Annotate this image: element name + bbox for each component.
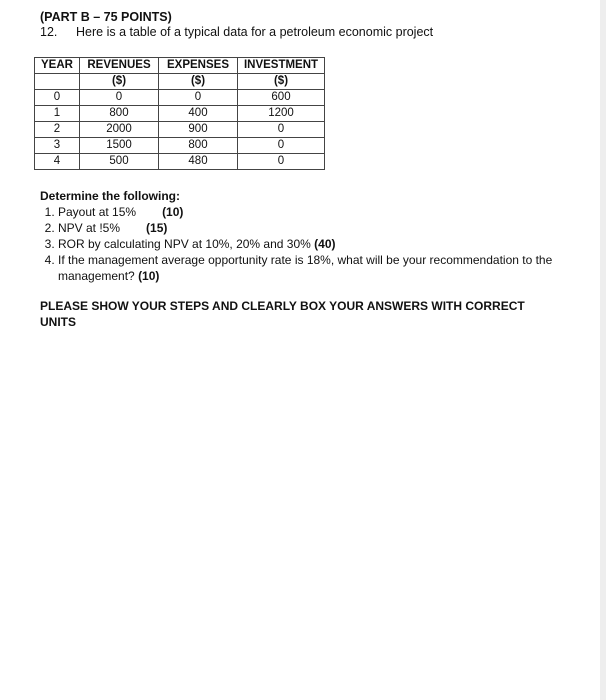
unit-expenses: ($) (159, 74, 238, 90)
task-text: If the management average opportunity rate is 18%, what will be your recommendation to the management? (58, 253, 553, 283)
cell-expenses: 900 (159, 122, 238, 138)
question-text: Here is a table of a typical data for a petroleum economic project (76, 25, 434, 39)
table-row (35, 138, 325, 154)
table-row (35, 106, 325, 122)
list-item (58, 204, 560, 220)
cell-revenues: 1500 (80, 138, 159, 154)
cell-investment: 0 (238, 154, 325, 170)
determine-title: Determine the following: (40, 189, 181, 203)
task-text: NPV at !5% (58, 221, 121, 235)
part-title: (PART B – 75 POINTS) (40, 10, 172, 24)
question-number: 12. (40, 25, 58, 39)
cell-investment: 600 (238, 90, 325, 106)
cell-year: 0 (35, 90, 80, 106)
cell-revenues: 0 (80, 90, 159, 106)
cell-investment: 1200 (238, 106, 325, 122)
cell-year: 4 (35, 154, 80, 170)
task-points: (15) (146, 221, 168, 235)
cell-expenses: 0 (159, 90, 238, 106)
project-data-table (34, 57, 325, 170)
cell-expenses: 400 (159, 106, 238, 122)
header-investment: INVESTMENT (238, 58, 325, 74)
list-item (58, 252, 560, 284)
cell-year: 2 (35, 122, 80, 138)
unit-year (35, 74, 80, 90)
question-header (40, 10, 433, 39)
cell-year: 1 (35, 106, 80, 122)
header-year: YEAR (35, 58, 80, 74)
cell-year: 3 (35, 138, 80, 154)
instructions-section (40, 188, 560, 330)
task-list (40, 204, 560, 284)
cell-revenues: 500 (80, 154, 159, 170)
question-line (40, 25, 433, 39)
header-expenses: EXPENSES (159, 58, 238, 74)
cell-investment: 0 (238, 138, 325, 154)
table-header-row (35, 58, 325, 74)
header-revenues: REVENUES (80, 58, 159, 74)
final-note: PLEASE SHOW YOUR STEPS AND CLEARLY BOX YOUR ANSWERS WITH CORRECT UNITS (40, 299, 525, 329)
cell-investment: 0 (238, 122, 325, 138)
task-points: (40) (314, 237, 336, 251)
task-points: (10) (138, 269, 160, 283)
task-text: ROR by calculating NPV at 10%, 20% and 30% (58, 237, 311, 251)
task-text: Payout at 15% (58, 205, 137, 219)
page-edge (600, 0, 606, 700)
cell-revenues: 2000 (80, 122, 159, 138)
table-row (35, 154, 325, 170)
list-item (58, 220, 560, 236)
cell-revenues: 800 (80, 106, 159, 122)
unit-investment: ($) (238, 74, 325, 90)
table-unit-row (35, 74, 325, 90)
table-row (35, 122, 325, 138)
unit-revenues: ($) (80, 74, 159, 90)
cell-expenses: 800 (159, 138, 238, 154)
cell-expenses: 480 (159, 154, 238, 170)
task-points: (10) (162, 205, 184, 219)
list-item (58, 236, 560, 252)
table-row (35, 90, 325, 106)
